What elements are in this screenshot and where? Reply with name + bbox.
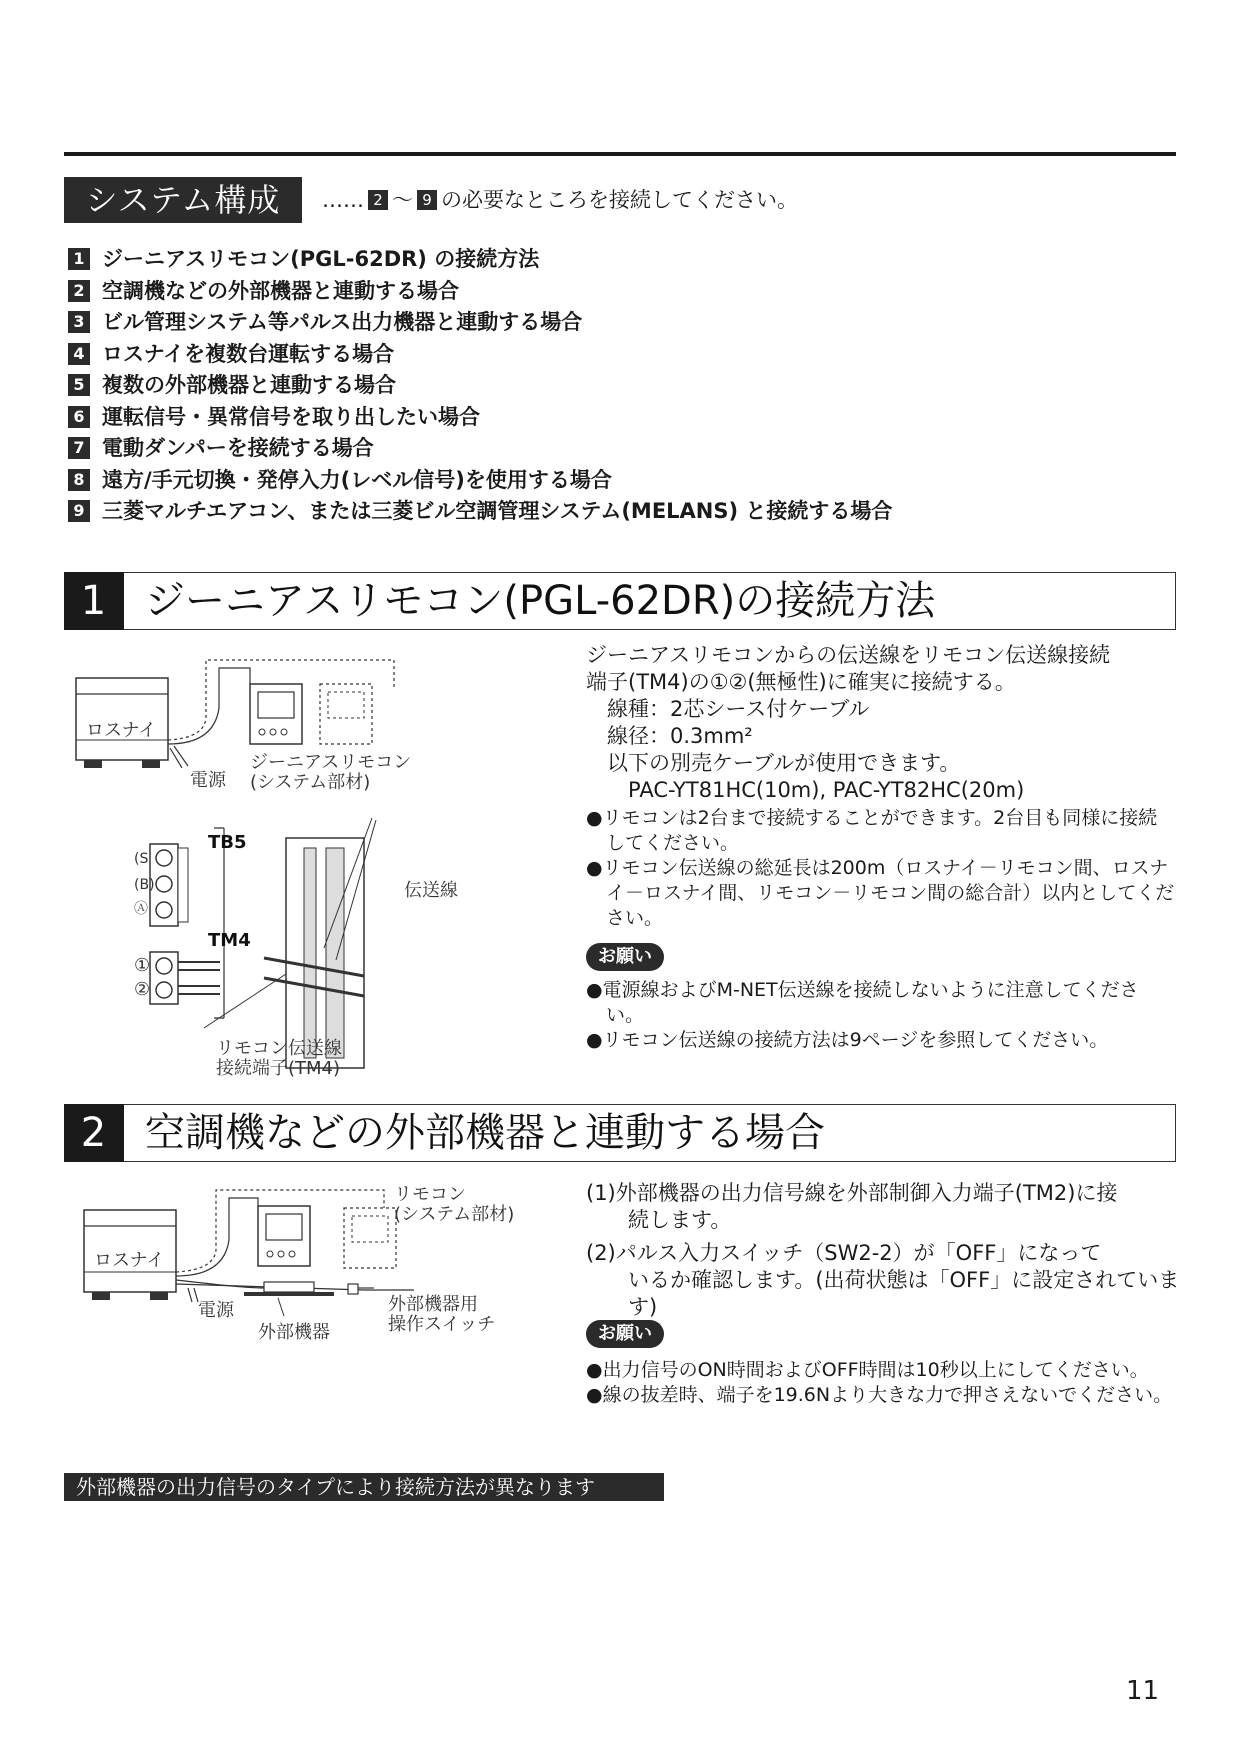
section1-bullets <box>586 806 1176 931</box>
toc-item <box>68 370 892 402</box>
toc-text: 遠方/手元切換・発停入力(レベル信号)を使用する場合 <box>102 467 612 492</box>
section1-bullet: ●リモコンは2台まで接続することができます。2台目も同様に接続してください。 <box>586 807 1158 854</box>
page-number: 11 <box>1126 1676 1160 1706</box>
section1-caution: ●電源線およびM-NET伝送線を接続しないように注意してください。 <box>586 979 1139 1026</box>
toc-number: 5 <box>68 374 90 396</box>
section1-description <box>586 642 1110 804</box>
section1-para-line: 線径：0.3mm² <box>586 724 753 748</box>
section1-request-badge: お願い <box>586 943 664 971</box>
toc-text: ジーニアスリモコン(PGL-62DR) の接続方法 <box>102 247 540 271</box>
toc-number: 2 <box>68 280 90 302</box>
section2-para-line: 続します。 <box>586 1208 732 1232</box>
toc-number: 4 <box>68 343 90 365</box>
section2-title: 空調機などの外部機器と連動する場合 <box>145 1110 825 1156</box>
diagram2-external-device-label: 外部機器 <box>258 1322 330 1343</box>
section1-para-line: ジーニアスリモコンからの伝送線をリモコン伝送線接続 <box>586 643 1111 667</box>
terminal-1-label: ① <box>134 955 151 976</box>
section1-bullet: ●リモコン伝送線の総延長は200m（ロスナイ－リモコン間、ロスナイ－ロスナイ間、リモコン－リモコン間の総合計）以内としてください。 <box>586 857 1175 929</box>
system-config-title: システム構成 <box>64 177 302 223</box>
terminal-s-label: (S <box>134 851 149 867</box>
section2-para-line: す) <box>586 1295 658 1319</box>
toc-text: 三菱マルチエアコン、または三菱ビル空調管理システム(MELANS) と接続する場合 <box>102 499 893 523</box>
toc-text: 複数の外部機器と連動する場合 <box>102 373 396 397</box>
toc-text: 電動ダンパーを接続する場合 <box>102 436 374 460</box>
section2-caution: ●出力信号のON時間およびOFF時間は10秒以上にしてください。 <box>586 1359 1149 1381</box>
diagram1-remote-sub-label: (システム部材) <box>250 772 371 793</box>
section2-cautions <box>586 1358 1176 1408</box>
toc-number: 6 <box>68 406 90 428</box>
diagram1-remote-label: ジーニアスリモコン <box>250 752 412 773</box>
diagram2-remote-sub-label: (システム部材) <box>394 1204 515 1225</box>
diagram1-lossnay-label: ロスナイ <box>86 720 157 741</box>
section2-header <box>64 1104 1176 1162</box>
toc-text: 運転信号・異常信号を取り出したい場合 <box>102 404 480 429</box>
section1-para-line: 線種：2芯シース付ケーブル <box>586 697 870 721</box>
section1-number: 1 <box>64 572 124 630</box>
section2-number: 2 <box>64 1104 124 1162</box>
section2-description <box>586 1180 1179 1321</box>
section1-cautions <box>586 978 1176 1053</box>
diagram1-power-label: 電源 <box>190 770 226 791</box>
diagram2-switch-label-line2: 操作スイッチ <box>388 1314 496 1335</box>
terminal-caption-line1: リモコン伝送線 <box>216 1038 342 1059</box>
terminal-caption-line2: 接続端子(TM4) <box>216 1058 341 1079</box>
toc-number: 3 <box>68 311 90 333</box>
toc-text: ビル管理システム等パルス出力機器と連動する場合 <box>102 310 583 334</box>
toc-item <box>68 339 892 371</box>
section1-header <box>64 572 1176 630</box>
toc-item <box>68 244 892 276</box>
system-config-note <box>322 186 798 214</box>
table-of-contents <box>68 244 892 528</box>
toc-item <box>68 307 892 339</box>
terminal-a-label: Ⓐ <box>134 901 148 917</box>
diagram2-remote-label: リモコン <box>394 1184 466 1205</box>
section2-para-line: (1)外部機器の出力信号線を外部制御入力端子(TM2)に接 <box>586 1181 1118 1205</box>
diagram2-lossnay-label: ロスナイ <box>94 1250 165 1271</box>
toc-item <box>68 465 892 497</box>
section1-title: ジーニアスリモコン(PGL-62DR)の接続方法 <box>145 578 936 624</box>
toc-number: 1 <box>68 248 90 270</box>
note-separator: ～ <box>392 188 413 212</box>
note-prefix: …… <box>322 188 364 212</box>
tm4-label: TM4 <box>208 930 251 951</box>
toc-item <box>68 276 892 308</box>
section1-para-line: 端子(TM4)の①②(無極性)に確実に接続する。 <box>586 670 1016 694</box>
toc-text: 空調機などの外部機器と連動する場合 <box>102 278 459 303</box>
note-text: の必要なところを接続してください。 <box>441 188 798 212</box>
section1-para-line: PAC-YT81HC(10m), PAC-YT82HC(20m) <box>586 778 1025 802</box>
diagram2-switch-label-line1: 外部機器用 <box>388 1294 478 1315</box>
toc-item <box>68 496 892 528</box>
toc-item <box>68 433 892 465</box>
transmission-wire-label: 伝送線 <box>404 880 458 901</box>
toc-number: 7 <box>68 437 90 459</box>
diagram2-power-label: 電源 <box>198 1300 234 1321</box>
section2-para-line: (2)パルス入力スイッチ（SW2-2）が「OFF」になって <box>586 1241 1102 1265</box>
terminal-2-label: ② <box>134 979 151 1000</box>
top-rule <box>64 152 1176 156</box>
section1-caution: ●リモコン伝送線の接続方法は9ページを参照してください。 <box>586 1029 1109 1051</box>
section2-request-badge: お願い <box>586 1320 664 1348</box>
section2-caution: ●線の抜差時、端子を19.6Nより大きな力で押さえないでください。 <box>586 1384 1173 1406</box>
section1-para-line: 以下の別売ケーブルが使用できます。 <box>586 751 961 775</box>
tb5-label: TB5 <box>208 832 247 853</box>
terminal-b-label: (B) <box>134 877 155 893</box>
note-from-number: 2 <box>368 190 388 210</box>
signal-type-note-bar: 外部機器の出力信号のタイプにより接続方法が異なります <box>64 1473 664 1501</box>
section2-para-line: いるか確認します。(出荷状態は「OFF」に設定されていま <box>586 1268 1180 1292</box>
note-to-number: 9 <box>417 190 437 210</box>
toc-item <box>68 402 892 434</box>
toc-number: 8 <box>68 469 90 491</box>
toc-number: 9 <box>68 500 90 522</box>
toc-text: ロスナイを複数台運転する場合 <box>102 341 395 366</box>
